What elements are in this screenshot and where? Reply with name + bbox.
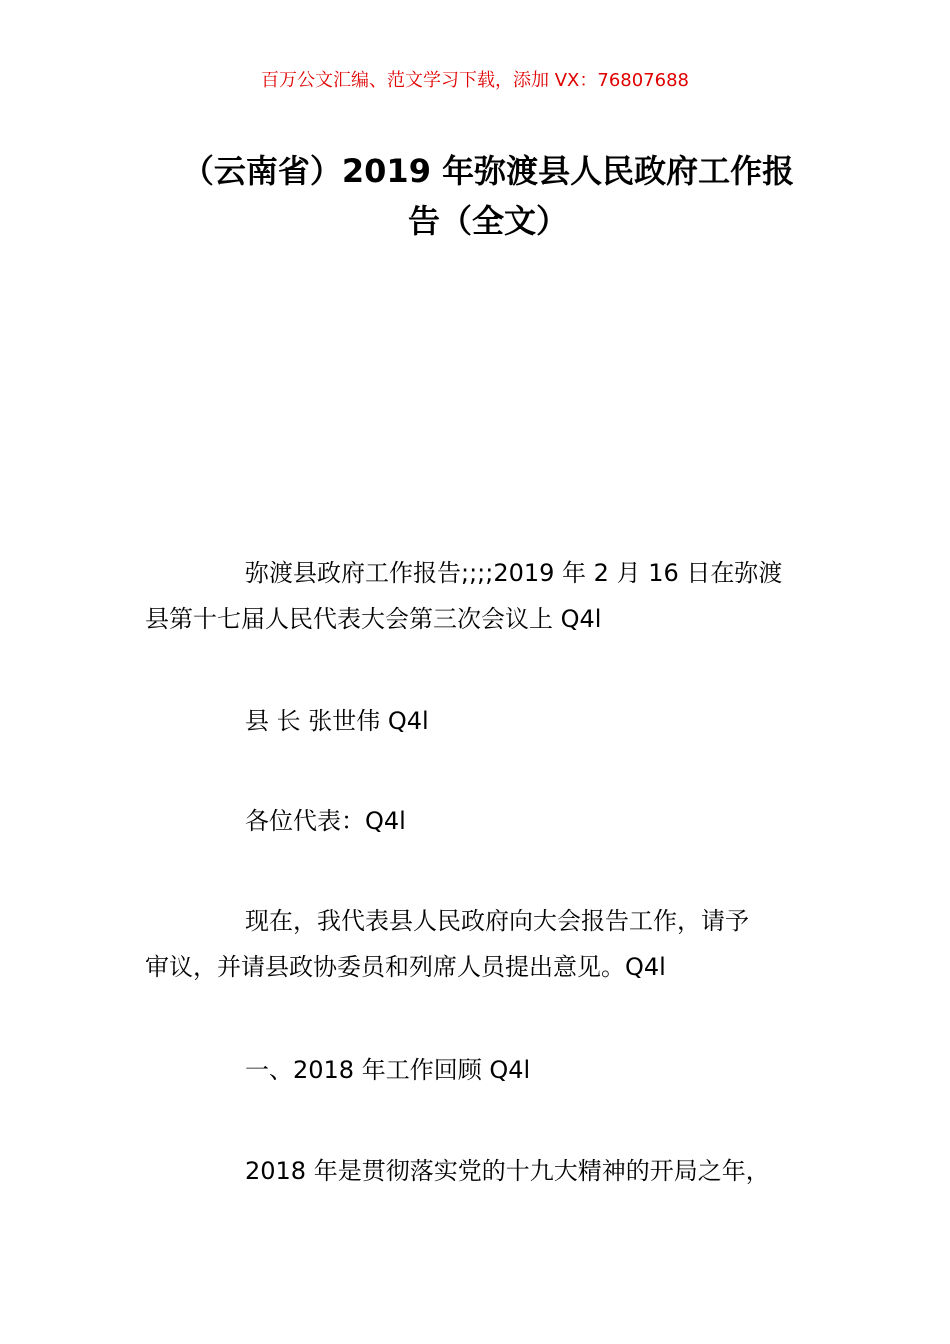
paragraph-text: 各位代表：Q4l [245,807,406,835]
paragraph-greeting [145,798,825,844]
section-heading-review [145,1047,825,1093]
paragraph-text: 一、2018 年工作回顾 Q4l [245,1056,531,1084]
promo-header: 百万公文汇编、范文学习下载，添加 VX：76807688 [261,70,689,91]
paragraph-text: 2018 年是贯彻落实党的十九大精神的开局之年， [245,1157,770,1185]
paragraph-county-head [145,698,825,744]
title-line-2: 告（全文） [407,202,568,240]
document-title [148,146,828,246]
paragraph-review-start [145,1148,825,1194]
paragraph-meeting-info [145,550,825,642]
paragraph-text: 县 长 张世伟 Q4l [245,707,429,735]
paragraph-intro [145,898,825,990]
paragraph-text: 审议，并请县政协委员和列席人员提出意见。Q4l [145,953,666,981]
paragraph-text: 弥渡县政府工作报告;;;;2019 年 2 月 16 日在弥渡 [245,559,783,587]
paragraph-text: 现在，我代表县人民政府向大会报告工作，请予 [245,907,749,935]
title-line-1: （云南省）2019 年弥渡县人民政府工作报 [181,152,795,190]
paragraph-text: 县第十七届人民代表大会第三次会议上 Q4l [145,605,602,633]
